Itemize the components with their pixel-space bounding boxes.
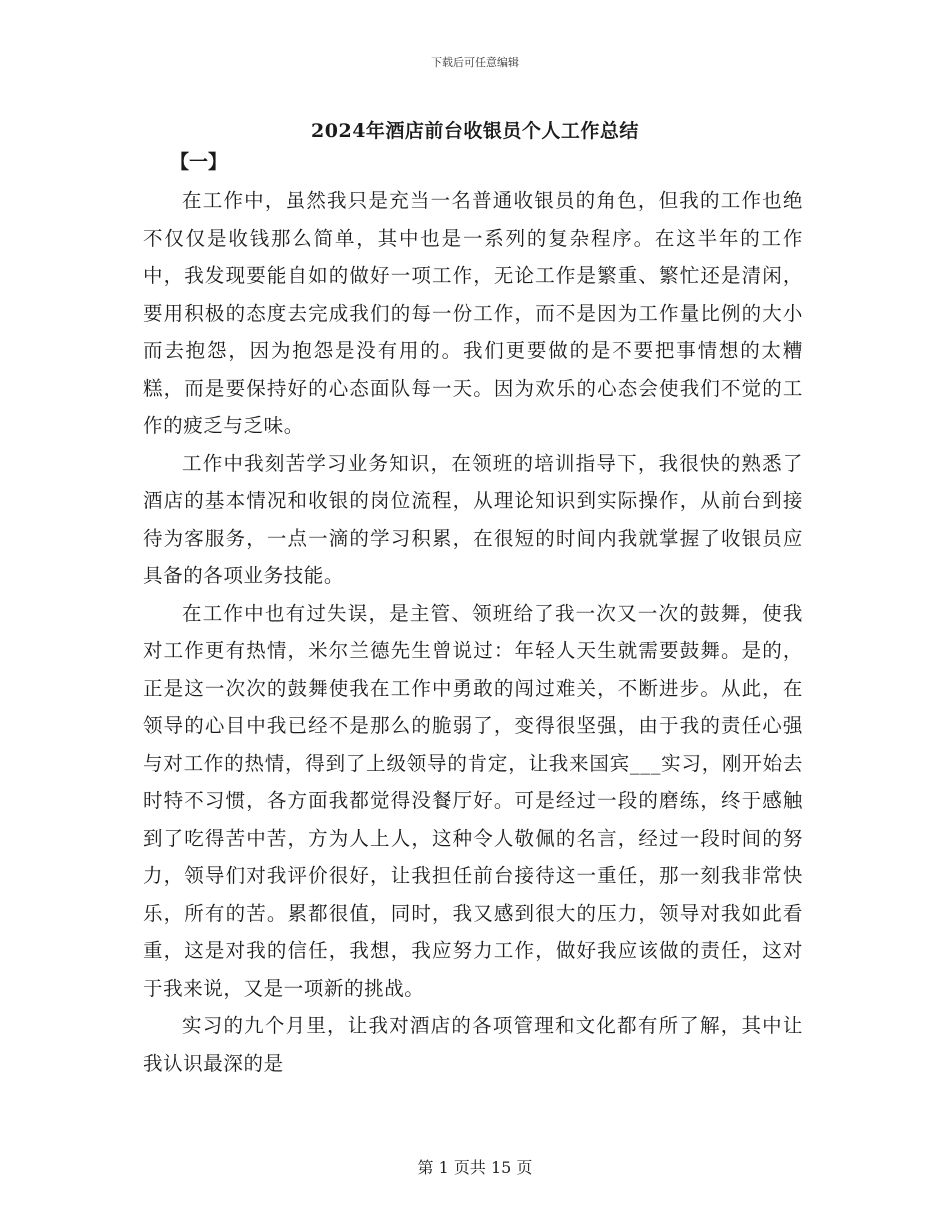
paragraph: 在工作中，虽然我只是充当一名普通收银员的角色，但我的工作也绝不仅仅是收钱那么简单，其中也是一系列的复杂程序。在这半年的工作中，我发现要能自如的做好一项工作，无论工作是繁重、繁忙还是清闲，要用积极的态度去完成我们的每一份工作，而不是因为工作量比例的大小而去抱怨，因为抱怨是没有用的。我们更要做的是不要把事情想的太糟糕，而是要保持好的心态面队每一天。因为欢乐的心态会使我们不觉的工作的疲乏与乏味。 xyxy=(143,189,803,437)
section-label: 【一】 xyxy=(170,151,228,173)
paragraph: 在工作中也有过失误，是主管、领班给了我一次又一次的鼓舞，使我对工作更有热情，米尔兰德先生曾说过：年轻人天生就需要鼓舞。是的，正是这一次次的鼓舞使我在工作中勇敢的闯过难关，不断进步。从此，在领导的心目中我已经不是那么的脆弱了，变得很坚强，由于我的责任心强与对工作的热情，得到了上级领导的肯定，让我来国宾___实习，刚开始去时特不习惯，各方面我都觉得没餐厅好。可是经过一段的磨练，终于感触到了吃得苦中苦，方为人上人，这种令人敬佩的名言，经过一段时间的努力，领导们对我评价很好，让我担任前台接待这一重任，那一刻我非常快乐，所有的苦。累都很值，同时，我又感到很大的压力，领导对我如此看重，这是对我的信任，我想，我应努力工作，做好我应该做的责任，这对于我来说，又是一项新的挑战。 xyxy=(143,601,803,1000)
paragraph: 实习的九个月里，让我对酒店的各项管理和文化都有所了解，其中让我认识最深的是 xyxy=(143,1014,803,1075)
page-footer: 第 1 页共 15 页 xyxy=(417,1158,533,1177)
document-title: 2024年酒店前台收银员个人工作总结 xyxy=(311,120,639,142)
header-note: 下载后可任意编辑 xyxy=(431,56,519,69)
paragraph: 工作中我刻苦学习业务知识，在领班的培训指导下，我很快的熟悉了酒店的基本情况和收银的岗位流程，从理论知识到实际操作，从前台到接待为客服务，一点一滴的学习积累，在很短的时间内我就掌握了收银员应具备的各项业务技能。 xyxy=(143,451,803,587)
body-text xyxy=(143,182,803,1082)
